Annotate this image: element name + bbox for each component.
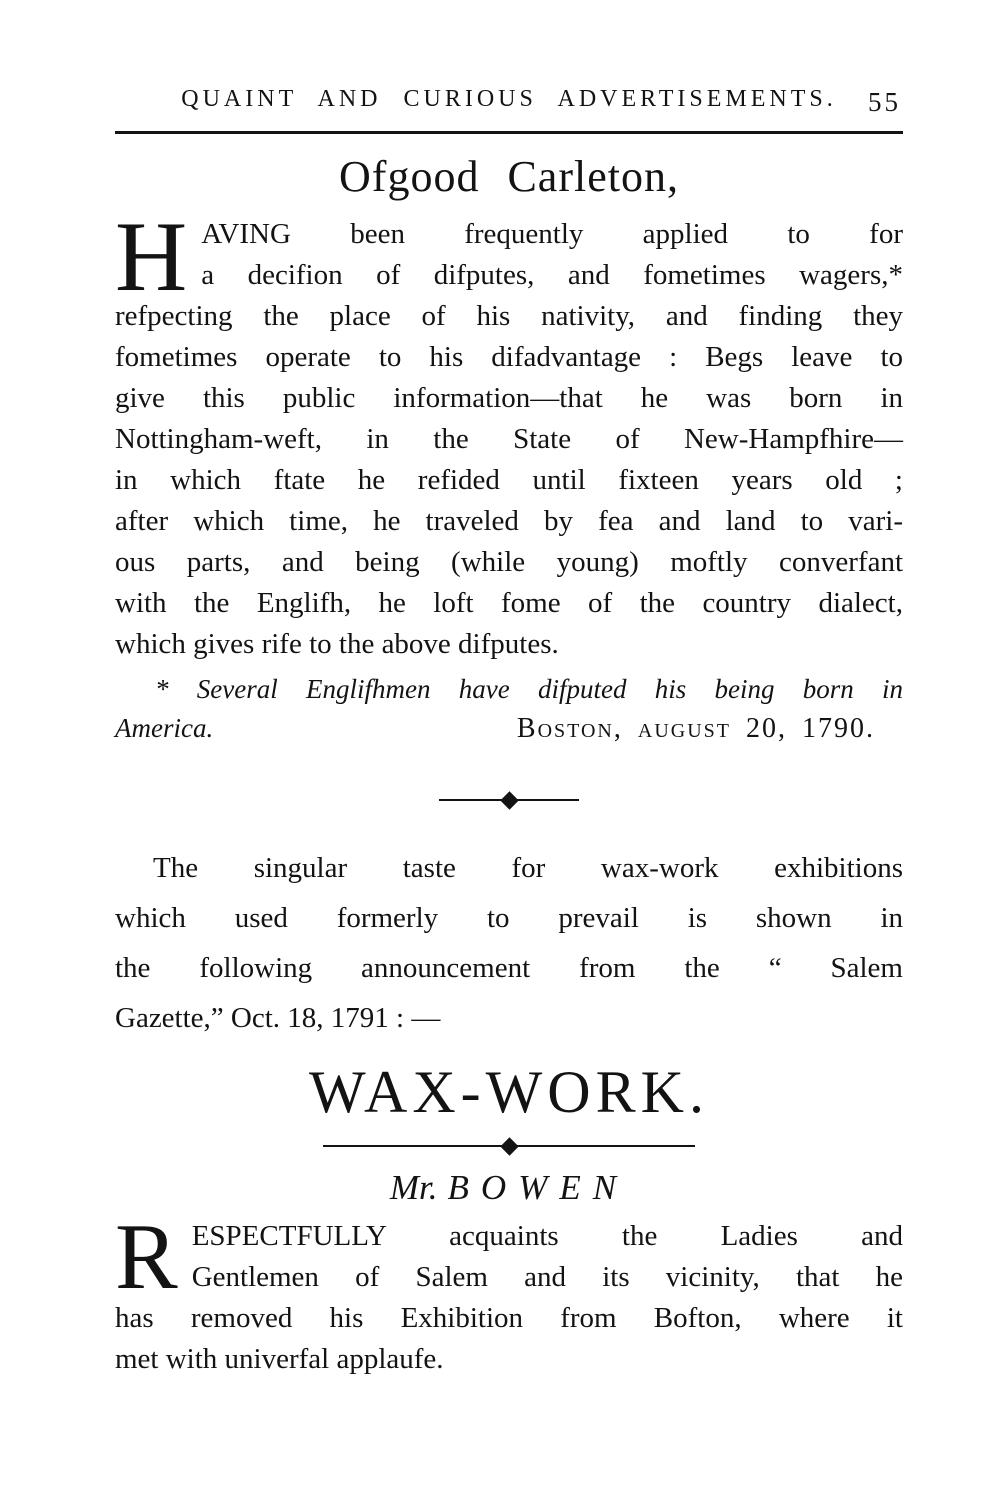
speaker-name-line (115, 1165, 903, 1211)
editorial-paragraph (115, 843, 903, 1043)
dateline: Boston, august 20, 1790. (516, 713, 875, 744)
text-line: which used formerly to prevail is shown in (115, 902, 903, 934)
text-line: The singular taste for wax-work exhibitions (153, 852, 903, 884)
divider-line-left (439, 799, 502, 801)
drop-cap-h: H (115, 201, 188, 312)
drop-cap-r: R (115, 1205, 178, 1309)
text-line: Nottingham-weft, in the State of New-Hampfhire— (115, 423, 903, 455)
text-line: which gives rife to the above difputes. (115, 628, 559, 660)
diamond-ornament-icon (500, 791, 518, 809)
section-divider-small (439, 793, 579, 807)
text-line: AVING been frequently applied to for (201, 218, 903, 250)
page-number: 55 (868, 87, 901, 117)
speaker-name: BOWEN (447, 1168, 629, 1207)
text-line: the following announcement from the “ Salem (115, 952, 903, 984)
divider-line-right (517, 1145, 696, 1147)
running-header-title: QUAINT AND CURIOUS ADVERTISEMENTS. (181, 86, 837, 112)
text-line: a decifion of difputes, and fometimes wagers,* (201, 259, 903, 291)
text-line: after which time, he traveled by fea and land to vari- (115, 505, 903, 537)
footnote (115, 670, 903, 748)
divider-line-right (517, 799, 580, 801)
section-divider-large (323, 1139, 695, 1153)
text-line: with the Englifh, he loft fome of the country dialect, (115, 587, 903, 619)
text-line: ESPECTFULLY acquaints the Ladies and (191, 1220, 903, 1252)
text-line: Gazette,” Oct. 18, 1791 : — (115, 1002, 441, 1034)
advertisement-title-carleton: Ofgood Carleton, (339, 152, 679, 201)
text-line: give this public information—that he was born in (115, 382, 903, 414)
text-line: ous parts, and being (while young) moftly converfant (115, 546, 903, 578)
text-line: refpecting the place of his nativity, and finding they (115, 300, 903, 332)
text-line: has removed his Exhibition from Bofton, where it (115, 1302, 903, 1334)
footnote-text-line1: * Several Englifhmen have difputed his being born in (155, 674, 903, 704)
carleton-ad-body (115, 201, 903, 665)
footnote-text-line2: America. (115, 713, 214, 743)
waxwork-ad-body (115, 1205, 903, 1380)
text-line: met with univerfal applaufe. (115, 1343, 444, 1375)
text-line: Gentlemen of Salem and its vicinity, that he (191, 1261, 903, 1293)
text-line: fometimes operate to his difadvantage : Begs leave to (115, 341, 903, 373)
header-rule (115, 131, 903, 134)
speaker-prefix: Mr. (389, 1168, 438, 1207)
running-header (115, 86, 903, 118)
text-line: in which ftate he refided until fixteen years old ; (115, 464, 903, 496)
advertisement-title-waxwork: WAX-WORK. (309, 1059, 709, 1125)
divider-line-left (323, 1145, 502, 1147)
diamond-ornament-icon (500, 1137, 518, 1155)
footnote-line2 (115, 709, 903, 748)
